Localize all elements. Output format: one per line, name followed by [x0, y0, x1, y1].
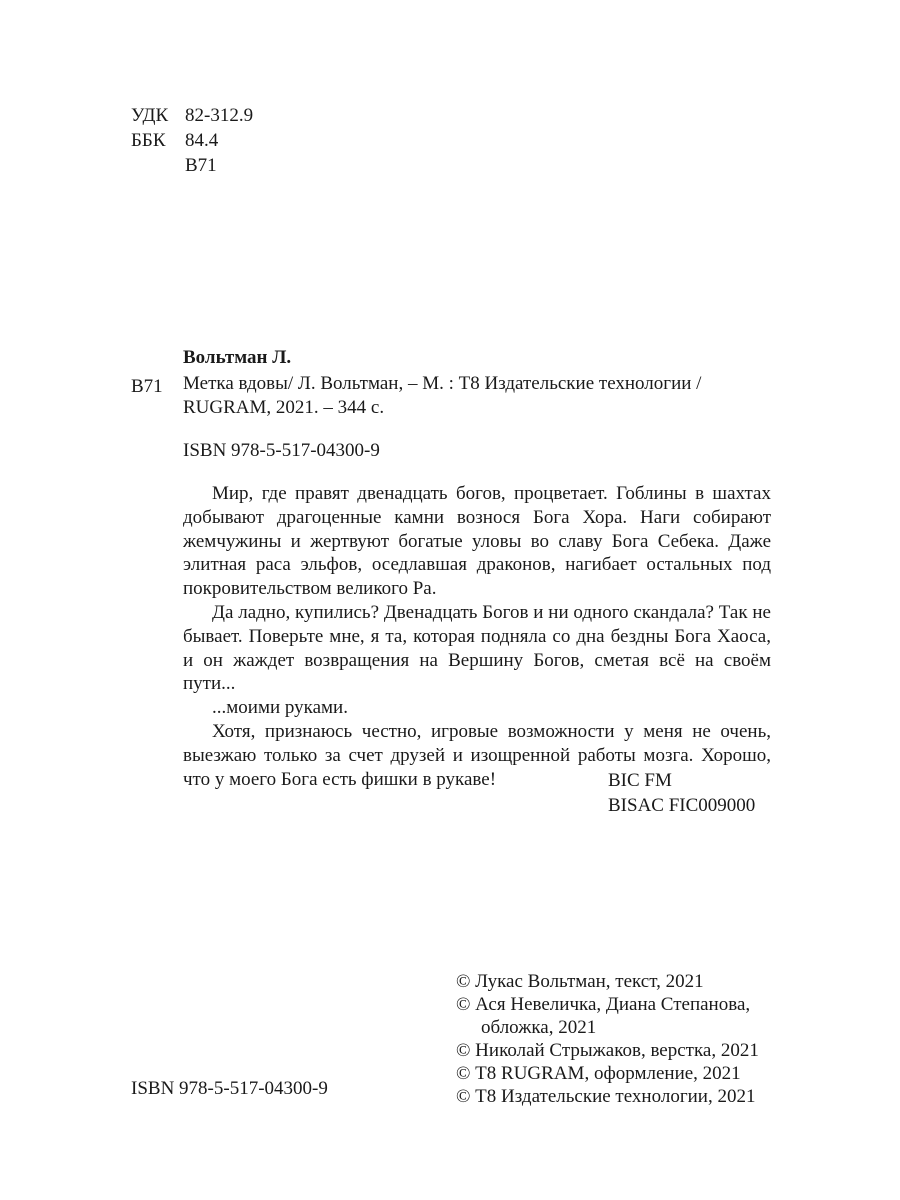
copyright-cover-cont: обложка, 2021	[481, 1017, 597, 1038]
bbk-label: ББК	[131, 130, 166, 151]
author-mark-row	[131, 153, 253, 178]
annotation	[183, 482, 771, 791]
copyright-text: © Лукас Вольтман, текст, 2021	[456, 971, 704, 992]
bbk-row	[131, 128, 253, 153]
biblio-line-2: RUGRAM, 2021. – 344 с.	[183, 397, 385, 418]
bibliographic-description	[183, 372, 783, 420]
copyright-block	[456, 970, 759, 1108]
bisac-code: BISAC FIC009000	[608, 795, 756, 816]
copyright-publisher: © Т8 Издательские технологии, 2021	[456, 1086, 756, 1107]
bic-code: BIC FM	[608, 770, 672, 791]
subject-codes	[608, 768, 755, 818]
udk-row	[131, 103, 253, 128]
record-code: В71	[131, 376, 163, 397]
annotation-paragraph-4: Хотя, признаюсь честно, игровые возможности у меня не очень, выезжаю только за счет друзей и изощренной работы мозга. Хорошо, что у моего Бога есть фишки в рукаве!	[183, 720, 771, 790]
annotation-paragraph-3: ...моими руками.	[212, 697, 348, 719]
udk-label: УДК	[131, 105, 169, 126]
author-name: Вольтман Л.	[183, 347, 292, 368]
author-mark: В71	[185, 155, 217, 176]
biblio-line-1: Метка вдовы/ Л. Вольтман, – М. : Т8 Издательские технологии /	[183, 373, 702, 394]
copyright-layout: © Николай Стрыжаков, верстка, 2021	[456, 1040, 759, 1061]
annotation-paragraph-1: Мир, где правят двенадцать богов, процветает. Гоблины в шахтах добывают драгоценные камни вознося Бога Хора. Наги собирают жемчужины и жертвуют богатые уловы во славу Бога Себека. Даже элитная раса эльфов, оседлавшая драконов, нагибает остальных под покровительством великого Ра.	[183, 483, 771, 600]
copyright-cover: © Ася Невеличка, Диана Степанова,	[456, 994, 751, 1015]
isbn-record: ISBN 978-5-517-04300-9	[183, 440, 380, 461]
bbk-value: 84.4	[185, 130, 219, 151]
annotation-paragraph-2: Да ладно, купились? Двенадцать Богов и ни одного скандала? Так не бывает. Поверьте мне, я та, которая подняла со дна бездны Бога Хаоса, и он жаждет возвращения на Вершину Богов, сметая всё на своём пути...	[183, 601, 771, 695]
udk-value: 82-312.9	[185, 105, 254, 126]
classification-block	[131, 103, 253, 178]
isbn-footer: ISBN 978-5-517-04300-9	[131, 1078, 328, 1099]
copyright-design: © Т8 RUGRAM, оформление, 2021	[456, 1063, 741, 1084]
